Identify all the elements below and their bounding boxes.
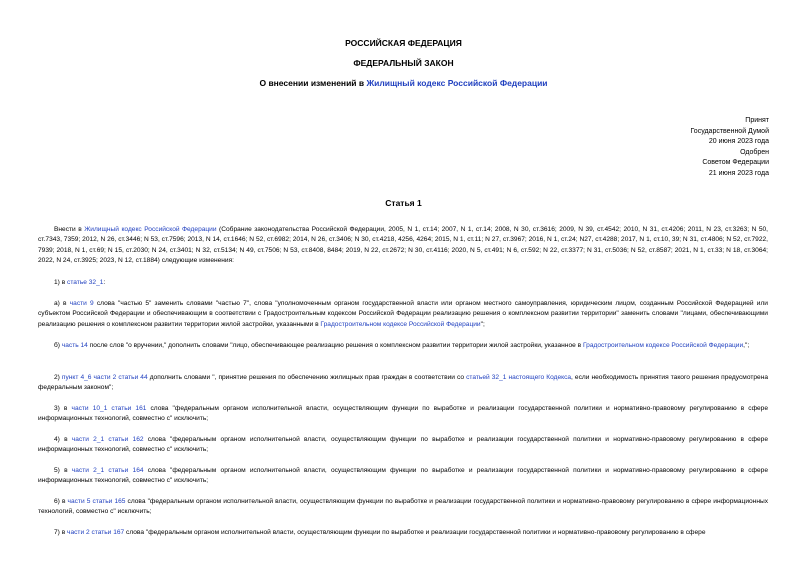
paragraph-item-3 (38, 404, 768, 425)
paragraph-intro (38, 225, 768, 267)
paragraph-text: : (103, 279, 106, 286)
paragraph-text: "; (480, 320, 485, 328)
legal-reference-link[interactable]: части 2_1 статьи 162 (71, 436, 144, 443)
legal-reference-link[interactable]: части 2_1 статьи 164 (71, 467, 144, 474)
paragraph-item-6 (38, 497, 768, 518)
law-title-link[interactable]: Жилищный кодекс Российской Федерации (366, 78, 548, 88)
country-heading: РОССИЙСКАЯ ФЕДЕРАЦИЯ (345, 38, 462, 48)
adoption-line: 20 июня 2023 года (708, 138, 769, 146)
legal-reference-link[interactable]: пункт 4_6 части 2 статьи 44 (61, 374, 148, 381)
paragraph-text: слова "федеральным органом исполнительной власти, осуществляющим функции по выработке и реализации государственной политики и нормативно-правовому регулированию в сфере информационных технологий, совместно с" исключить; (38, 405, 769, 423)
legal-reference-link[interactable]: части 5 статьи 165 (67, 498, 126, 505)
paragraph-text: б) (54, 342, 62, 349)
paragraph-text: 6) в (54, 498, 68, 505)
adoption-line: Принят (745, 117, 769, 124)
legal-reference-link[interactable]: Градостроительном кодексе Российской Федерации (582, 342, 744, 349)
adoption-block (690, 116, 769, 180)
legal-reference-link[interactable]: части 9 (69, 300, 94, 307)
paragraph-text: Внести в (54, 226, 85, 233)
paragraph-text: слова "федеральным органом исполнительной власти, осуществляющим функции по выработке и реализации государственной политики и нормативно-правовому регулированию в сфере информационных технологий, совместно с" исключить; (38, 467, 768, 485)
paragraph-text: 4) в (54, 436, 72, 443)
paragraph-text: 5) в (54, 467, 72, 474)
paragraph-text: а) в (54, 300, 70, 307)
article-title: Статья 1 (385, 198, 422, 208)
law-title (0, 78, 807, 88)
paragraph-text: 3) в (54, 405, 72, 412)
paragraph-item-2 (38, 373, 768, 394)
paragraph-text: слова "федеральным органом исполнительной власти, осуществляющим функции по выработке и реализации государственной политики и нормативно-правовому регулированию в сфере (124, 529, 706, 536)
paragraph-text: слова "частью 5" заменить словами "частью 7", слова "уполномоченным органом государственной власти или органом местного самоуправления, юридическим лицом, созданным Российской Федерацией или субъектом Российской Федерации и обеспечивающим в соответствии с Градостроительным кодексом Российской Федерации реализацию решения о комплексном развитии территории" заменить словами "лицами, обеспечивающими реализацию решения о комплексном развитии территории жилой застройки, указанными в (38, 300, 768, 328)
legal-reference-link[interactable]: части 2 статьи 167 (67, 529, 125, 536)
paragraph-item-5 (38, 466, 768, 487)
paragraph-text: слова "федеральным органом исполнительной власти, осуществляющим функции по выработке и реализации государственной политики и нормативно-правовому регулированию в сфере информационных технологий, совместно с" исключить; (38, 436, 768, 454)
paragraph-item-4 (38, 435, 768, 456)
legal-reference-link[interactable]: статье 32_1 (67, 279, 104, 286)
paragraph-item-1b (38, 341, 768, 351)
paragraph-item-1 (38, 278, 768, 288)
paragraph-text: слова "федеральным органом исполнительной власти, осуществляющим функции по выработке и реализации государственной политики и нормативно-правовому регулированию в сфере информационных технологий, совместно с" исключить; (38, 498, 769, 516)
legal-reference-link[interactable]: статьей 32_1 настоящего Кодекса (466, 374, 572, 381)
paragraph-text: 7) в (54, 529, 68, 536)
paragraph-text: ,"; (743, 342, 750, 349)
paragraph-text: , если необходимость принятия такого решения предусмотрена федеральным законом"; (38, 374, 769, 392)
law-title-prefix: О внесении изменений в (259, 78, 367, 88)
legal-reference-link[interactable]: Градостроительном кодексе Российской Федерации (320, 320, 481, 328)
adoption-line: Советом Федерации (702, 159, 769, 167)
paragraph-text: дополнить словами ", принятие решения по обеспечению жилищных прав граждан в соответствии со (147, 374, 467, 381)
adoption-line: Одобрен (740, 148, 769, 156)
legal-reference-link[interactable]: части 10_1 статьи 161 (71, 405, 147, 412)
paragraph-text: после слов "о вручении," дополнить словами "лицо, обеспечивающее реализацию решения о комплексном развитии территории жилой застройки, указанное в (87, 342, 583, 349)
paragraph-item-1a (38, 299, 768, 330)
paragraph-text: (Собрание законодательства Российской Федерации, 2005, N 1, ст.14; 2007, N 1, ст.14; 2008, N 30, ст.3616; 2009, N 39, ст.4542; 2010, N 31, ст.4206; 2011, N 23, ст.3263; N 50, ст.7343, 7359; 2012, N 26, ст.3446; N 53, ст.7596; 2013, N 14, ст.1646; N 52, ст.6982; 2014, N 26, ст.3406; N 30, ст.4218, 4256, 4264; 2015, N 1, ст.11; N 27, ст.3967; 2016, N 1, ст.24; N27, ст.4288; 2017, N 1, ст.10, 39; N 31, ст.4806; N 52, ст.7922, 7939; 2018, N 1, ст.69; N 15, ст.2030; N 24, ст.3401; N 32, ст.5134; N 49, ст.7506; N 53, ст.8408, 8484; 2019, N 22, ст.2672; N 30, ст.4116; 2020, N 5, ст.491; N 6, ст.592; N 22, ст.3377; N 31, ст.5036; N 52, ст.8587; 2021, N 1, ст.33; N 18, ст.3064; 2022, N 24, ст.3925; 2023, N 12, ст.1884) следующие изменения: (38, 226, 768, 265)
legal-reference-link[interactable]: часть 14 (61, 342, 88, 349)
adoption-line: Государственной Думой (690, 127, 769, 135)
legal-reference-link[interactable]: Жилищный кодекс Российской Федерации (84, 226, 217, 233)
paragraph-text: 2) (54, 374, 62, 381)
adoption-line: 21 июня 2023 года (708, 169, 769, 177)
paragraph-item-7 (38, 528, 768, 538)
paragraph-text: 1) в (54, 279, 68, 286)
law-type-heading: ФЕДЕРАЛЬНЫЙ ЗАКОН (353, 58, 454, 68)
